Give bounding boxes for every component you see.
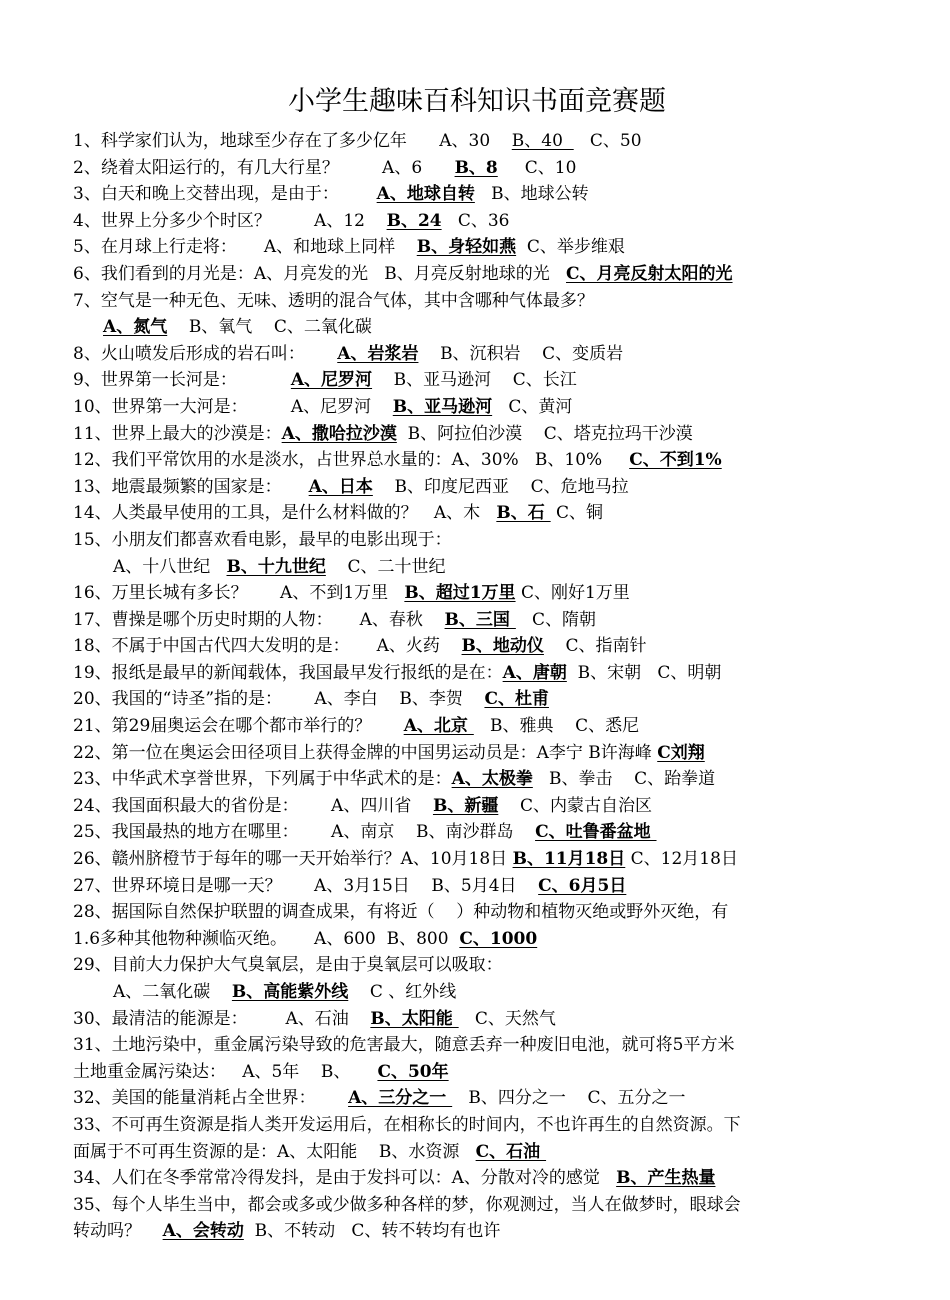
question-text: 29、目前大力保护大气臭氧层，是由于臭氧层可以吸取：	[73, 955, 503, 976]
correct-answer: A、三分之一	[348, 1088, 453, 1109]
correct-answer: B、三国	[444, 609, 516, 630]
correct-answer: B、十九世纪	[226, 556, 326, 577]
question-line	[73, 819, 881, 846]
correct-answer: C、吐鲁番盆地	[535, 822, 657, 843]
question-text: 3、白天和晚上交替出现，是由于：	[73, 184, 377, 205]
question-line	[73, 367, 881, 394]
question-line	[73, 447, 881, 474]
question-text: 13、地震最频繁的国家是：	[73, 476, 309, 497]
question-line	[73, 1139, 881, 1166]
question-text: 12、我们平常饮用的水是淡水，占世界总水量的：A、30% B、10%	[73, 450, 630, 471]
question-text: 转动吗？	[73, 1221, 163, 1242]
question-line	[73, 1192, 881, 1219]
correct-answer: A、日本	[308, 476, 373, 497]
question-line	[73, 926, 881, 953]
question-text: C、隋朝	[515, 609, 597, 630]
question-line	[73, 580, 881, 607]
question-text: 23、中华武术享誉世界，下列属于中华武术的是：	[73, 769, 452, 790]
question-text: 18、不属于中国古代四大发明的是： A、火药	[73, 636, 462, 657]
question-text: B、印度尼西亚 C、危地马拉	[372, 476, 629, 497]
correct-answer: B、24	[386, 210, 442, 231]
question-line	[73, 1112, 881, 1139]
correct-answer: A、唐朝	[502, 662, 567, 683]
correct-answer: C、50年	[377, 1061, 449, 1082]
question-line	[73, 1032, 881, 1059]
correct-answer: B、石	[496, 503, 551, 524]
question-text: 10、世界第一大河是： A、尼罗河	[73, 396, 393, 417]
question-line	[73, 1165, 881, 1192]
correct-answer: B、亚马逊河	[392, 396, 493, 417]
correct-answer: C、1000	[459, 928, 538, 949]
question-text: C、天然气	[458, 1008, 556, 1029]
question-line	[73, 474, 881, 501]
question-text: 14、人类最早使用的工具，是什么材料做的？ A、木	[73, 503, 497, 524]
question-text: 35、每个人毕生当中，都会或多或少做多种各样的梦，你观测过，当人在做梦时，眼球会	[73, 1194, 741, 1215]
question-text: 26、赣州脐橙节于每年的哪一天开始举行？A、10月18日	[73, 849, 513, 870]
question-text: B、四分之一 C、五分之一	[452, 1088, 686, 1109]
correct-answer: C、不到1%	[629, 450, 722, 471]
question-text: C、黄河	[492, 396, 573, 417]
question-line	[73, 181, 881, 208]
correct-answer: A、氮气	[103, 317, 168, 338]
question-text: A、二氧化碳	[113, 982, 232, 1002]
question-text: 19、报纸是最早的新闻载体，我国最早发行报纸的是在：	[73, 662, 503, 683]
question-line	[73, 660, 881, 687]
question-text: B、不转动 C、转不转均有也许	[243, 1221, 501, 1242]
question-line	[73, 1006, 881, 1033]
question-text: 2、绕着太阳运行的，有几大行星？ A、6	[73, 157, 455, 178]
question-text: 28、据国际自然保护联盟的调查成果，有将近（ ）种动物和植物灭绝或野外灭绝，有	[73, 902, 729, 923]
question-text: 24、我国面积最大的省份是： A、四川省	[73, 795, 433, 816]
question-text: B、雅典 C、悉尼	[473, 716, 640, 737]
question-text: 1、科学家们认为，地球至少存在了多少亿年 A、30	[73, 131, 512, 151]
question-text: A、十八世纪	[113, 556, 227, 577]
correct-answer: C、石油	[475, 1141, 547, 1162]
question-line	[73, 952, 881, 979]
question-line	[73, 1218, 881, 1245]
question-line	[73, 394, 881, 421]
question-text: 33、不可再生资源是指人类开发运用后，在相称长的时间内，不也许再生的自然资源。下	[73, 1114, 741, 1135]
question-line	[73, 155, 881, 182]
question-text: 31、土地污染中，重金属污染导致的危害最大，随意丢弃一种废旧电池，就可将5平方米	[73, 1035, 735, 1056]
question-line	[73, 234, 881, 261]
question-text: 7、空气是一种无色、无味、透明的混合气体，其中含哪种气体最多？	[73, 290, 594, 311]
question-text: C、10	[497, 157, 577, 178]
question-text: 25、我国最热的地方在哪里： A、南京 B、南沙群岛	[73, 822, 536, 843]
question-text: 1.6多种其他物种濒临灭绝。 A、600 B、800	[73, 928, 460, 949]
question-line	[73, 740, 881, 767]
correct-answer: C、月亮反射太阳的光	[566, 263, 733, 284]
question-line	[73, 527, 881, 554]
correct-answer: B、身轻如燕	[416, 237, 517, 258]
question-text: 5、在月球上行走将： A、和地球上同样	[73, 237, 417, 258]
question-text: 9、世界第一长河是：	[73, 370, 291, 391]
question-line	[73, 341, 881, 368]
question-text: B、亚马逊河 C、长江	[372, 370, 577, 391]
question-line	[73, 314, 881, 341]
question-text: C、铜	[550, 503, 604, 524]
question-text: C、举步维艰	[516, 237, 625, 258]
question-line	[73, 793, 881, 820]
correct-answer: B、产生热量	[616, 1168, 716, 1189]
question-text: 30、最清洁的能源是： A、石油	[73, 1008, 371, 1029]
question-line	[73, 766, 881, 793]
question-text: C、刚好1万里	[515, 583, 630, 604]
question-line	[73, 208, 881, 235]
question-line	[73, 1059, 881, 1086]
question-text: 27、世界环境日是哪一天？ A、3月15日 B、5月4日	[73, 875, 539, 896]
correct-answer: B、超过1万里	[404, 583, 516, 604]
question-text: 8、火山喷发后形成的岩石叫：	[73, 343, 338, 364]
question-text: B、40	[511, 131, 574, 151]
question-text: C、内蒙古自治区	[498, 795, 652, 816]
correct-answer: C、6月5日	[538, 875, 627, 896]
correct-answer: A、撒哈拉沙漠	[281, 423, 397, 444]
question-text: C、12月18日	[625, 849, 738, 870]
correct-answer: A、北京	[403, 716, 474, 737]
question-text: B、氧气 C、二氧化碳	[167, 317, 372, 338]
question-text: B、阿拉伯沙漠 C、塔克拉玛干沙漠	[396, 423, 693, 444]
correct-answer: A、太极拳	[451, 769, 533, 790]
question-text: 34、人们在冬季常常冷得发抖，是由于发抖可以：A、分散对冷的感觉	[73, 1168, 617, 1189]
question-text: 6、我们看到的月光是：A、月亮发的光 B、月亮反射地球的光	[73, 263, 567, 284]
question-text: B、沉积岩 C、变质岩	[418, 343, 624, 364]
correct-answer: A、尼罗河	[290, 370, 373, 391]
question-text: C、36	[441, 210, 510, 231]
question-text: 22、第一位在奥运会田径项目上获得金牌的中国男运动员是：A李宁 B许海峰	[73, 742, 658, 763]
correct-answer: C刘翔	[657, 742, 705, 763]
question-line	[73, 979, 881, 1006]
correct-answer: A、岩浆岩	[337, 343, 419, 364]
question-line	[73, 261, 881, 288]
question-text: 15、小朋友们都喜欢看电影，最早的电影出现于：	[73, 529, 452, 550]
question-line	[73, 128, 881, 155]
question-line	[73, 899, 881, 926]
correct-answer: B、新疆	[432, 795, 499, 816]
question-text: C、二十世纪	[325, 556, 446, 577]
question-text: B、拳击 C、跆拳道	[532, 769, 716, 790]
question-line	[73, 713, 881, 740]
question-line	[73, 607, 881, 634]
correct-answer: B、高能紫外线	[231, 982, 349, 1002]
question-text: 面属于不可再生资源的是：A、太阳能 B、水资源	[73, 1141, 476, 1162]
question-line	[73, 633, 881, 660]
question-text: 20、我国的“诗圣”指的是： A、李白 B、李贺	[73, 689, 485, 710]
question-line	[73, 554, 881, 581]
question-line	[73, 421, 881, 448]
question-line	[73, 1085, 881, 1112]
correct-answer: B、地动仪	[461, 636, 544, 657]
question-text: 16、万里长城有多长？ A、不到1万里	[73, 583, 405, 604]
correct-answer: B、11月18日	[512, 849, 626, 870]
question-line	[73, 500, 881, 527]
quiz-page	[73, 78, 881, 1245]
question-text: 4、世界上分多少个时区？ A、12	[73, 210, 387, 231]
question-text: B、宋朝 C、明朝	[566, 662, 722, 683]
question-line	[73, 686, 881, 713]
question-line	[73, 873, 881, 900]
question-line	[73, 846, 881, 873]
question-list	[73, 128, 881, 1245]
question-text: 土地重金属污染达： A、5年 B、	[73, 1061, 378, 1082]
question-text: 21、第29届奥运会在哪个都市举行的？	[73, 716, 404, 737]
correct-answer: B、8	[454, 157, 498, 178]
question-text: 32、美国的能量消耗占全世界：	[73, 1088, 349, 1109]
question-text: C、指南针	[543, 636, 647, 657]
correct-answer: A、地球自转	[376, 184, 475, 205]
question-text: C 、红外线	[348, 982, 457, 1002]
question-text: B、地球公转	[474, 184, 589, 205]
correct-answer: C、杜甫	[484, 689, 549, 710]
question-text: 11、世界上最大的沙漠是：	[73, 423, 282, 444]
question-text: 17、曹操是哪个历史时期的人物： A、春秋	[73, 609, 445, 630]
question-text: C、50	[573, 131, 642, 151]
correct-answer: A、会转动	[162, 1221, 244, 1242]
question-line	[73, 288, 881, 315]
correct-answer: B、太阳能	[370, 1008, 459, 1029]
page-title: 小学生趣味百科知识书面竞赛题	[288, 86, 666, 117]
